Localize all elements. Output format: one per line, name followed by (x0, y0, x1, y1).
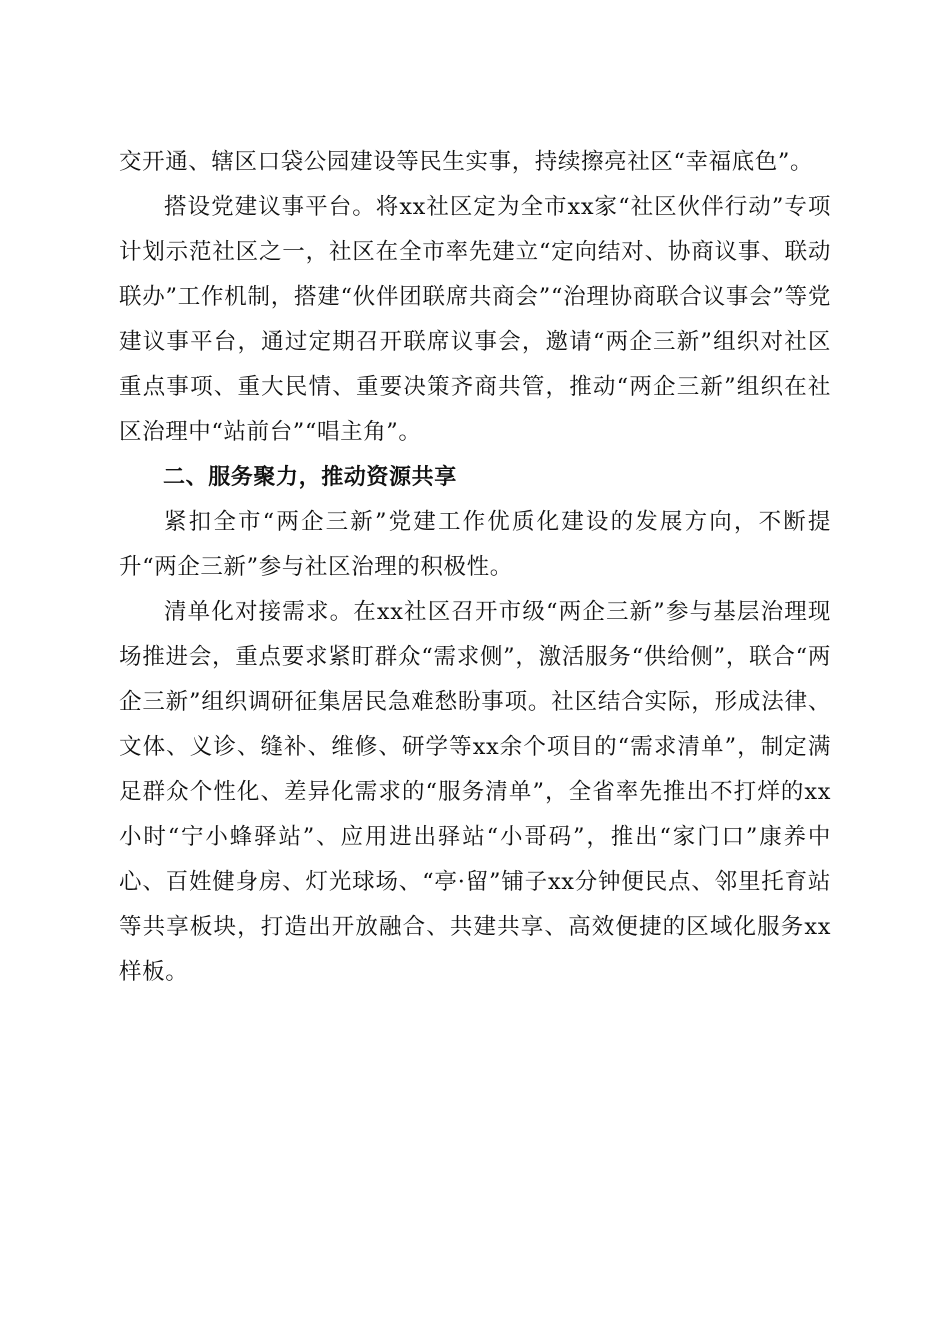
document-body (119, 140, 831, 995)
paragraph-service-intro: 紧扣全市“两企三新”党建工作优质化建设的发展方向，不断提升“两企三新”参与社区治理的积极性。 (119, 509, 831, 580)
section-heading-service: 二、服务聚力，推动资源共享 (163, 465, 457, 490)
paragraph-party-building-platform: 搭设党建议事平台。将xx社区定为全市xx家“社区伙伴行动”专项计划示范社区之一，社区在全市率先建立“定向结对、协商议事、联动联办”工作机制，搭建“伙伴团联席共商会”“治理协商联合议事会”等党建议事平台，通过定期召开联席议事会，邀请“两企三新”组织对社区重点事项、重大民情、重要决策齐商共管，推动“两企三新”组织在社区治理中“站前台”“唱主角”。 (119, 194, 831, 445)
paragraph-continuation: 交开通、辖区口袋公园建设等民生实事，持续擦亮社区“幸福底色”。 (119, 149, 814, 175)
paragraph-demand-list: 清单化对接需求。在xx社区召开市级“两企三新”参与基层治理现场推进会，重点要求紧盯群众“需求侧”，激活服务“供给侧”，联合“两企三新”组织调研征集居民急难愁盼事项。社区结合实际，形成法律、文体、义诊、缝补、维修、研学等xx余个项目的“需求清单”，制定满足群众个性化、差异化需求的“服务清单”，全省率先推出不打烊的xx小时“宁小蜂驿站”、应用进出驿站“小哥码”，推出“家门口”康养中心、百姓健身房、灯光球场、“亭·留”铺子xx分钟便民点、邻里托育站等共享板块，打造出开放融合、共建共享、高效便捷的区域化服务xx样板。 (119, 599, 831, 985)
